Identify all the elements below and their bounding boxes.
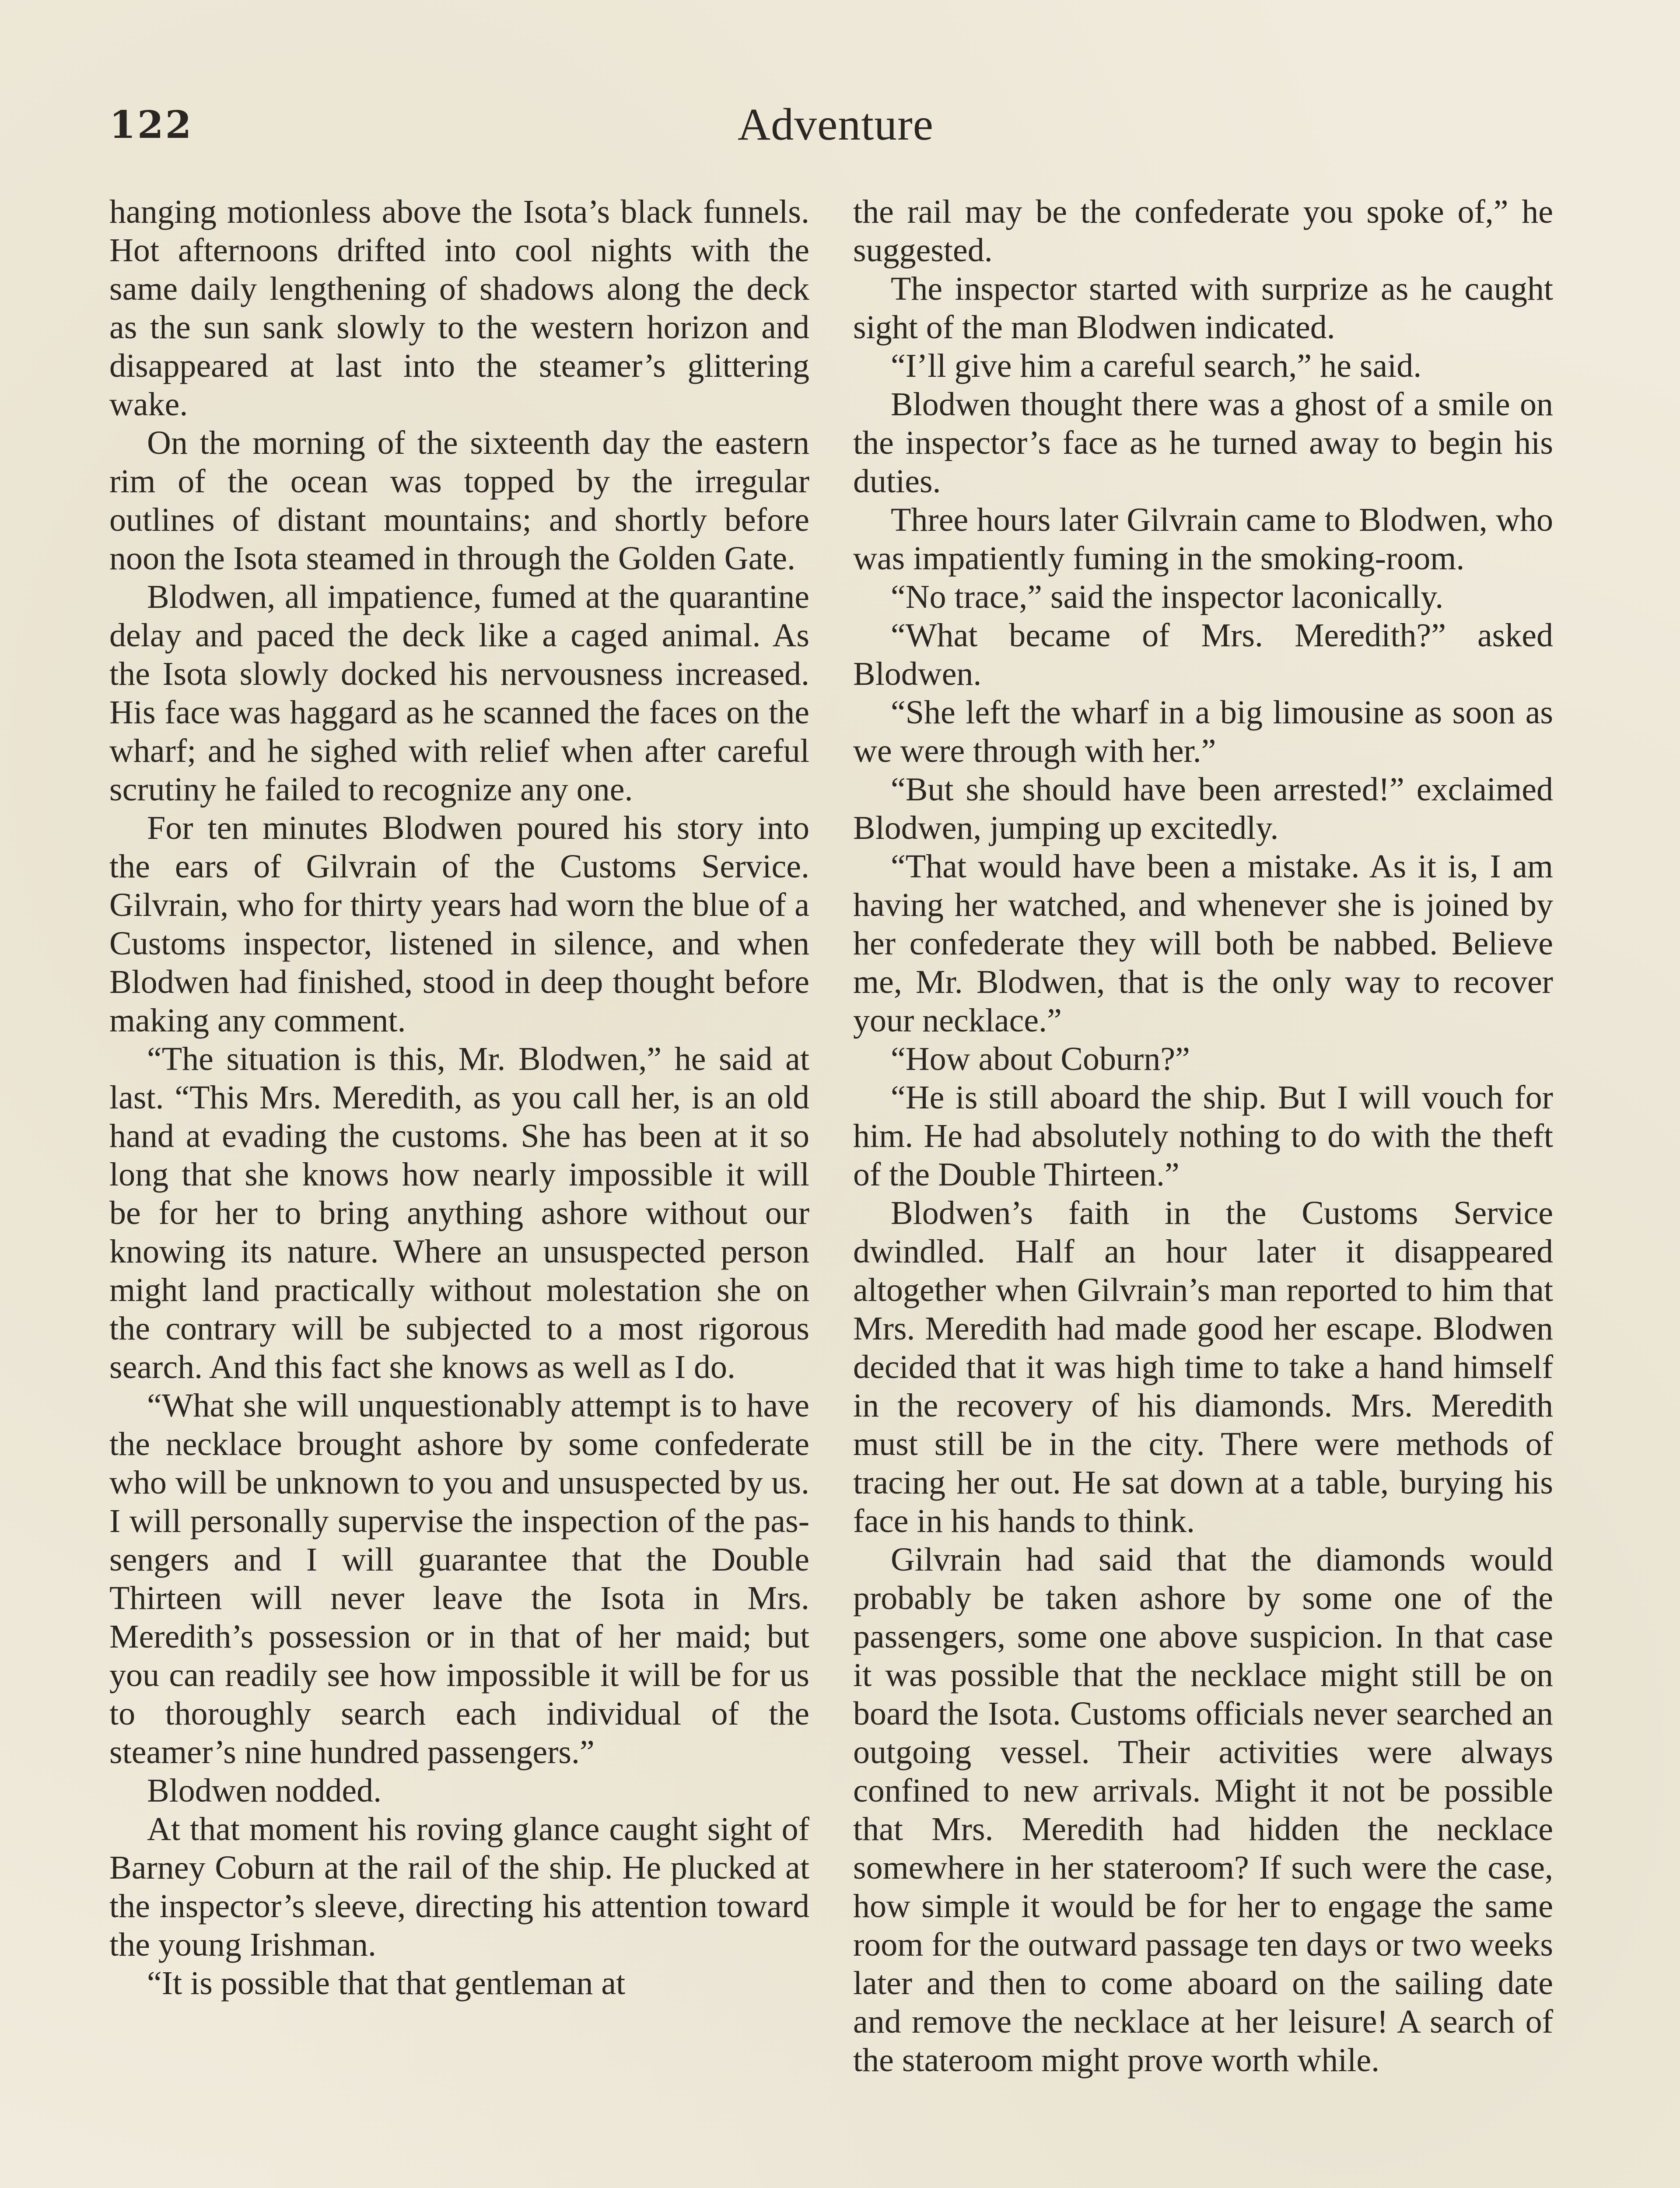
paragraph: “It is possible that that gentleman at (147, 1965, 626, 2002)
paragraph: Blodwen nodded. (147, 1772, 382, 1809)
paragraph: The inspector started with surprize as he caught sight of the man Blodwen indicated. (853, 270, 1553, 346)
paragraph: “I’ll give him a careful search,” he said. (891, 347, 1422, 384)
paragraph: “That would have been a mistake. As it is, I am having her watched, and whenever she is joined by her confederate they will both be nabbed. Believe me, Mr. Blodwen, that is the only way to recover your necklace.” (853, 848, 1553, 1039)
paragraph: “How about Coburn?” (891, 1041, 1190, 1077)
paragraph: Blodwen thought there was a ghost of a smile on the inspector’s face as he turned away to begin his duties. (853, 386, 1553, 500)
paragraph: At that moment his roving glance caught sight of Barney Coburn at the rail of the ship. He plucked at the inspector’s sleeve, directing his attention toward the young Irishman. (109, 1811, 809, 1963)
paragraph: “What became of Mrs. Meredith?” asked Blodwen. (853, 617, 1553, 692)
paragraph: Blodwen’s faith in the Customs Service dwindled. Half an hour later it disappeared altogether when Gilvrain’s man reported to him that Mrs. Meredith had made good her escape. Blodwen decided that it was high time to take a hand himself in the recovery of his diamonds. Mrs. Meredith must still be in the city. There were methods of tracing her out. He sat down at a table, burying his face in his hands to think. (853, 1195, 1553, 1539)
paragraph: “She left the wharf in a big limousine as soon as we were through with her.” (853, 694, 1553, 769)
right-column (853, 193, 1553, 2079)
paragraph: “The situation is this, Mr. Blodwen,” he said at last. “This Mrs. Meredith, as you call her, is an old hand at evading the customs. She has been at it so long that she knows how nearly impossible it will be for her to bring anything ashore without our knowing its nature. Where an unsuspected person might land practically without molestation she on the contrary will be subjected to a most rigorous search. And this fact she knows as well as I do. (109, 1041, 809, 1385)
journal-title: Adventure (738, 99, 934, 150)
page-number: 122 (109, 103, 193, 147)
running-head (109, 90, 1562, 168)
left-column (109, 193, 809, 2002)
paragraph: “But she should have been arrested!” exclaimed Blodwen, jumping up excitedly. (853, 771, 1553, 846)
paragraph: Gilvrain had said that the diamonds would probably be taken ashore by some one of the passengers, some one above suspicion. In that case it was possible that the necklace might still be on board the Isota. Customs officials never searched an outgoing vessel. Their activities were always confined to new arrivals. Might it not be possible that Mrs. Meredith had hidden the necklace somewhere in her stateroom? If such were the case, how simple it would be for her to engage the same room for the outward passage ten days or two weeks later and then to come aboard on the sailing date and remove the necklace at her leisure! A search of the stateroom might prove worth while. (853, 1541, 1553, 2079)
paragraph: “No trace,” said the inspector laconically. (891, 579, 1444, 615)
paragraph: Blodwen, all impatience, fumed at the quarantine delay and paced the deck like a caged animal. As the Isota slowly docked his nervousness increased. His face was haggard as he scanned the faces on the wharf; and he sighed with relief when after careful scrutiny he failed to recognize any one. (109, 579, 809, 808)
paragraph: “What she will unquestionably attempt is to have the necklace brought ashore by some confederate who will be unknown to you and unsuspected by us. I will personally supervise the inspection of the passengers and I will guarantee that the Double Thirteen will never leave the Isota in Mrs. Meredith’s possession or in that of her maid; but you can readily see how impossible it will be for us to thoroughly search each individual of the steamer’s nine hundred passengers.” (109, 1387, 809, 1771)
paragraph: hanging motionless above the Isota’s black funnels. Hot afternoons drifted into cool nights with the same daily lengthening of shadows along the deck as the sun sank slowly to the western horizon and disappeared at last into the steamer’s glittering wake. (109, 193, 809, 423)
paragraph: On the morning of the sixteenth day the eastern rim of the ocean was topped by the irregular outlines of distant mountains; and shortly before noon the Isota steamed in through the Golden Gate. (109, 424, 809, 577)
paragraph: For ten minutes Blodwen poured his story into the ears of Gilvrain of the Customs Service. Gilvrain, who for thirty years had worn the blue of a Customs inspector, listened in silence, and when Blodwen had finished, stood in deep thought before making any comment. (109, 810, 809, 1039)
paragraph: the rail may be the confederate you spoke of,” he suggested. (853, 193, 1553, 269)
paragraph: Three hours later Gilvrain came to Blodwen, who was impatiently fuming in the smoking-room. (853, 501, 1553, 577)
paragraph: “He is still aboard the ship. But I will vouch for him. He had absolutely nothing to do with the theft of the Double Thirteen.” (853, 1079, 1553, 1193)
